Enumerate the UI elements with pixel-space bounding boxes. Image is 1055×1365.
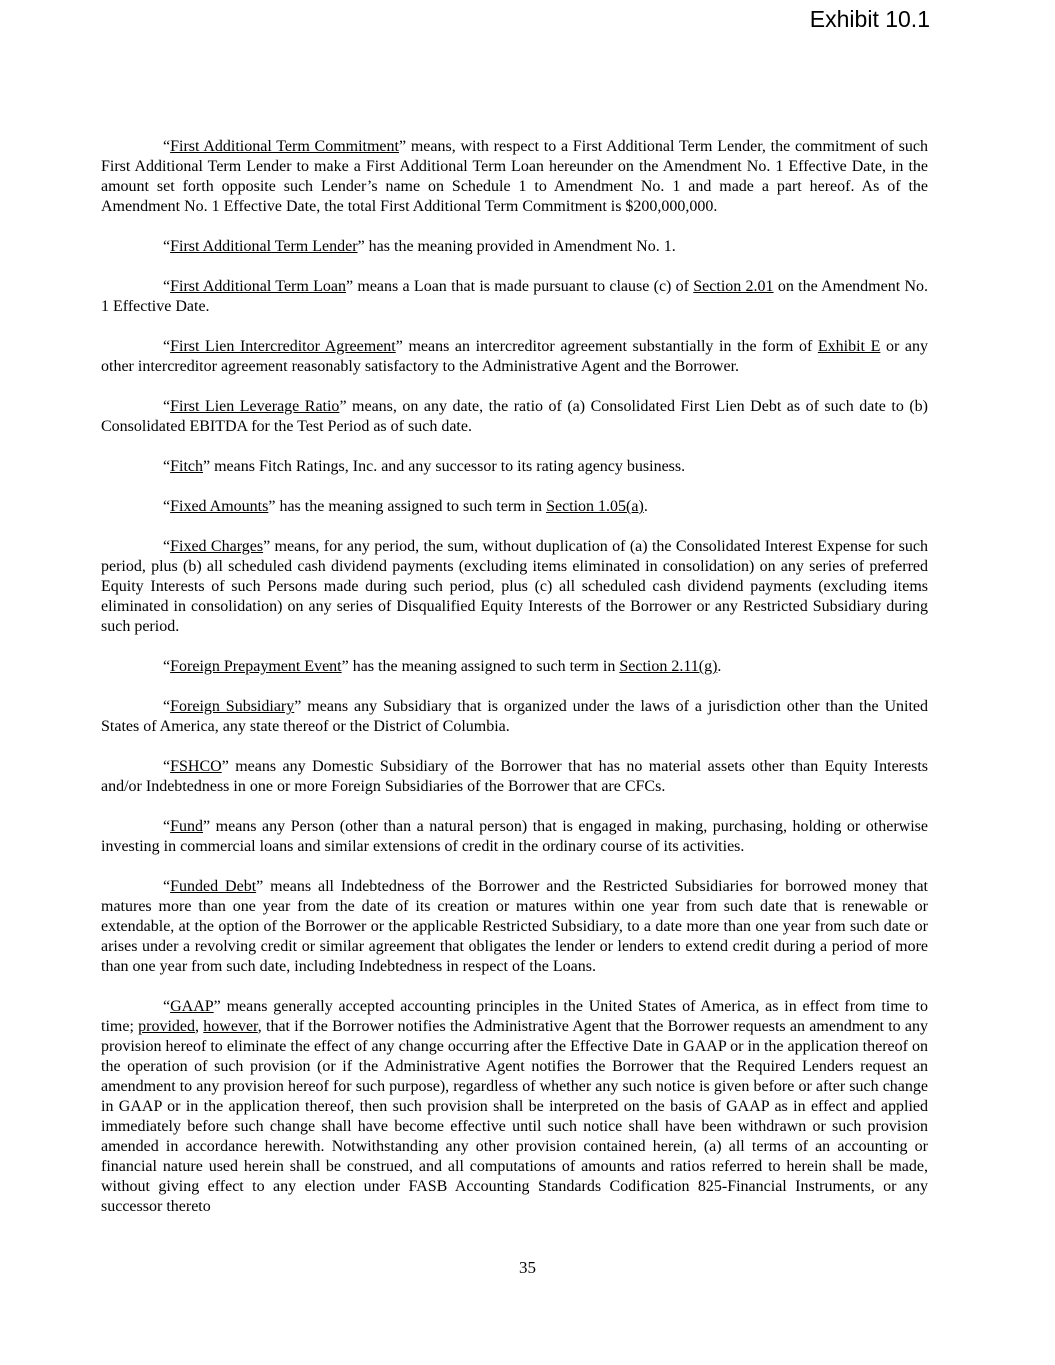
defined-term: Fixed Charges bbox=[170, 538, 264, 555]
definition-gaap bbox=[101, 997, 928, 1217]
text-run: “ bbox=[163, 238, 171, 255]
text-run: “ bbox=[163, 658, 171, 675]
text-run: “ bbox=[163, 398, 171, 415]
text-run: “ bbox=[163, 278, 171, 295]
defined-term: provided bbox=[138, 1018, 196, 1035]
text-run: ” has the meaning provided in Amendment No. 1. bbox=[357, 238, 676, 255]
text-run: ” means, on any date, the ratio of (a) Consolidated First Lien Debt as of such date to (b) Consolidated EBITDA for the Test Period as of such date. bbox=[101, 398, 928, 435]
text-run: “ bbox=[163, 758, 171, 775]
defined-term: Fund bbox=[170, 818, 204, 835]
definition-first-additional-term-commitment bbox=[101, 137, 928, 217]
defined-term: Foreign Subsidiary bbox=[170, 698, 295, 715]
definition-fixed-amounts bbox=[101, 497, 928, 517]
definition-fund bbox=[101, 817, 928, 857]
text-run: ” means any Domestic Subsidiary of the Borrower that has no material assets other than Equity Interests and/or Indebtedness in one or more Foreign Subsidiaries of the Borrower that are CFCs. bbox=[101, 758, 928, 795]
text-run: ” means, with respect to a First Additional Term Lender, the commitment of such First Additional Term Lender to make a First Additional Term Loan hereunder on the Amendment No. 1 Effective Date, in the amount set forth opposite such Lender’s name on Schedule 1 to Amendment No. 1 and made a part hereof. As of the Amendment No. 1 Effective Date, the total First Additional Term Commitment is $200,000,000. bbox=[101, 138, 929, 215]
defined-term: FSHCO bbox=[170, 758, 222, 775]
text-run: ” means generally accepted accounting principles in the United States of America, as in effect from time to time; bbox=[101, 998, 928, 1035]
defined-term: First Lien Intercreditor Agreement bbox=[170, 338, 396, 355]
defined-term: Fixed Amounts bbox=[170, 498, 269, 515]
definition-fshco bbox=[101, 757, 928, 797]
text-run: . bbox=[643, 498, 648, 515]
definition-fixed-charges bbox=[101, 537, 928, 637]
defined-term: Fitch bbox=[170, 458, 203, 475]
document-body bbox=[101, 117, 928, 1237]
text-run: ” means Fitch Ratings, Inc. and any successor to its rating agency business. bbox=[203, 458, 686, 475]
exhibit-label: Exhibit 10.1 bbox=[809, 6, 930, 32]
definition-foreign-subsidiary bbox=[101, 697, 928, 737]
defined-term: Section 1.05(a) bbox=[546, 498, 644, 515]
definition-funded-debt bbox=[101, 877, 928, 977]
text-run: , bbox=[195, 1018, 204, 1035]
text-run: “ bbox=[163, 458, 171, 475]
defined-term: First Additional Term Loan bbox=[170, 278, 346, 295]
definition-first-lien-intercreditor-agreement bbox=[101, 337, 928, 377]
definition-first-additional-term-lender bbox=[101, 237, 928, 257]
definition-foreign-prepayment-event bbox=[101, 657, 928, 677]
definition-fitch bbox=[101, 457, 928, 477]
defined-term: First Lien Leverage Ratio bbox=[170, 398, 340, 415]
defined-term: Section 2.11(g) bbox=[619, 658, 718, 675]
defined-term: Exhibit E bbox=[817, 338, 881, 355]
text-run: , that if the Borrower notifies the Administrative Agent that the Borrower requests an amendment to any provision hereof to eliminate the effect of any change occurring after the Effective Date in GAAP or in the application thereof on the operation of such provision (or if the Administrative Agent notifies the Borrower that the Required Lenders request an amendment to any provision hereof for such purpose), regardless of whether any such notice is given before or after such change in GAAP or in the application thereof, then such provision shall be interpreted on the basis of GAAP as in effect and applied immediately before such change shall have become effective until such notice shall have been withdrawn or such provision amended in accordance herewith. Notwithstanding any other provision contained herein, (a) all terms of an accounting or financial nature used herein shall be construed, and all computations of amounts and ratios referred to herein shall be made, without giving effect to any election under FASB Accounting Standards Codification 825-Financial Instruments, or any successor thereto bbox=[101, 1018, 928, 1215]
text-run: ” means all Indebtedness of the Borrower and the Restricted Subsidiaries for borrowed money that matures more than one year from the date of its creation or matures within one year from such date that is renewable or extendable, at the option of the Borrower or the applicable Restricted Subsidiary, to a date more than one year from such date or arises under a revolving credit or similar agreement that obligates the lender or lenders to extend credit during a period of more than one year from such date, including Indebtedness in respect of the Loans. bbox=[101, 878, 928, 975]
defined-term: Funded Debt bbox=[170, 878, 257, 895]
definition-first-additional-term-loan bbox=[101, 277, 928, 317]
defined-term: First Additional Term Lender bbox=[170, 238, 358, 255]
text-run: “ bbox=[163, 498, 171, 515]
text-run: on the Amendment No. 1 Effective Date. bbox=[101, 278, 929, 315]
text-run: . bbox=[717, 658, 722, 675]
text-run: or any other intercreditor agreement reasonably satisfactory to the Administrative Agent and the Borrower. bbox=[101, 338, 929, 375]
text-run: “ bbox=[163, 818, 171, 835]
text-run: ” means any Person (other than a natural person) that is engaged in making, purchasing, holding or otherwise investing in commercial loans and similar extensions of credit in the ordinary course of its activities. bbox=[101, 818, 928, 855]
defined-term: GAAP bbox=[170, 998, 214, 1015]
text-run: ” means an intercreditor agreement substantially in the form of bbox=[395, 338, 818, 355]
text-run: ” has the meaning assigned to such term in bbox=[341, 658, 620, 675]
defined-term: however bbox=[203, 1018, 258, 1035]
text-run: “ bbox=[163, 538, 171, 555]
text-run: ” means a Loan that is made pursuant to clause (c) of bbox=[345, 278, 694, 295]
text-run: “ bbox=[163, 878, 171, 895]
text-run: “ bbox=[163, 698, 171, 715]
page-number: 35 bbox=[519, 1258, 536, 1277]
text-run: ” means any Subsidiary that is organized under the laws of a jurisdiction other than the United States of America, any state thereof or the District of Columbia. bbox=[101, 698, 929, 735]
text-run: ” has the meaning assigned to such term in bbox=[268, 498, 547, 515]
defined-term: Section 2.01 bbox=[693, 278, 774, 295]
text-run: “ bbox=[163, 998, 171, 1015]
definition-first-lien-leverage-ratio bbox=[101, 397, 928, 437]
defined-term: Foreign Prepayment Event bbox=[170, 658, 342, 675]
defined-term: First Additional Term Commitment bbox=[170, 138, 399, 155]
text-run: “ bbox=[163, 138, 171, 155]
text-run: “ bbox=[163, 338, 171, 355]
text-run: ” means, for any period, the sum, without duplication of (a) the Consolidated Interest Expense for such period, plus (b) all scheduled cash dividend payments (excluding items eliminated in consolidation) on any series of preferred Equity Interests of such Persons made during such period, plus (c) all scheduled cash dividend payments (excluding items eliminated in consolidation) on any series of Disqualified Equity Interests of the Borrower or any Restricted Subsidiary during such period. bbox=[101, 538, 929, 635]
